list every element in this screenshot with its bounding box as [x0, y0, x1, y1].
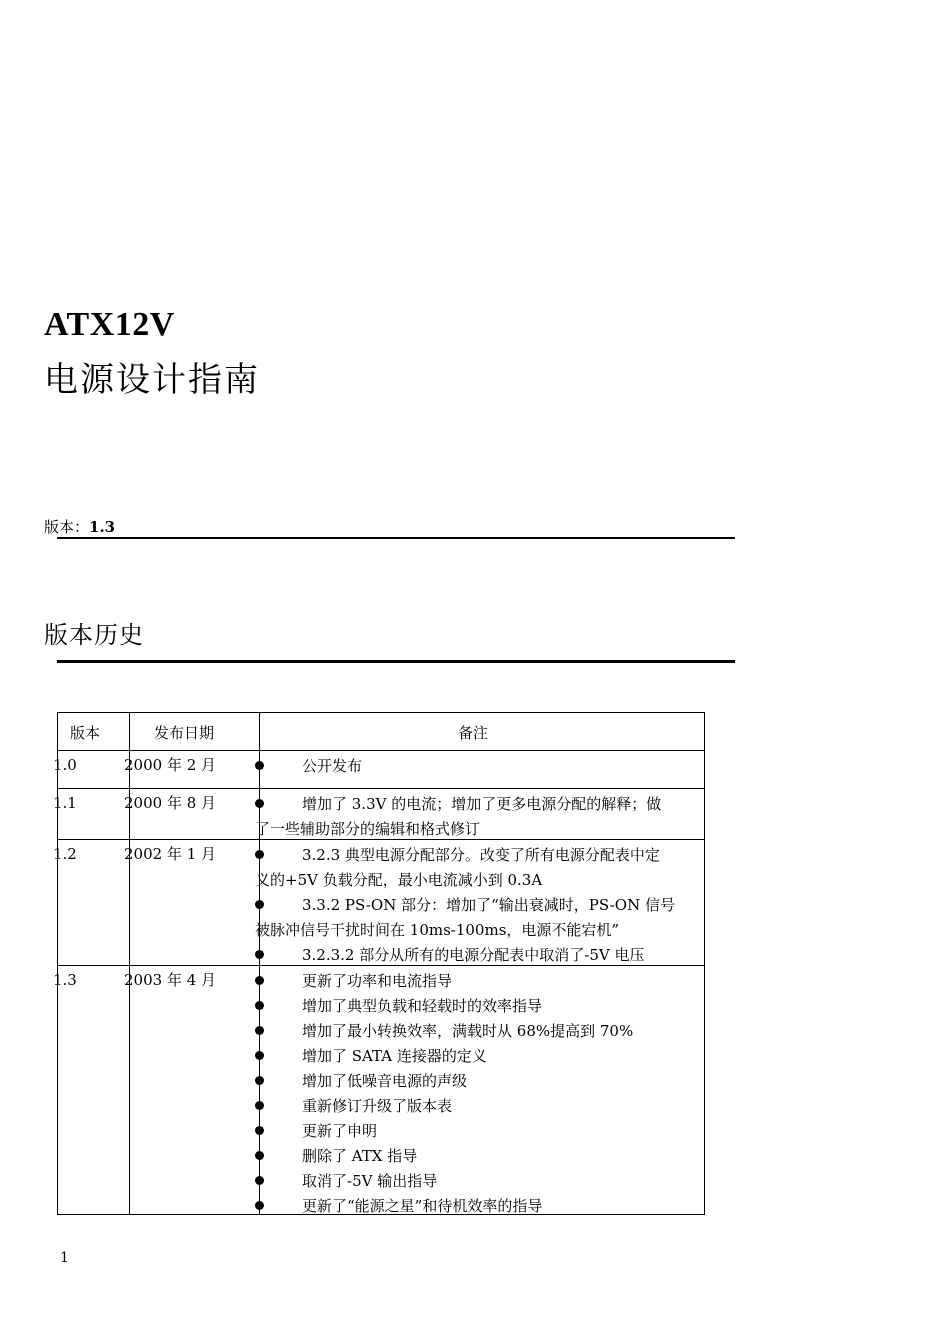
table-cell-version: 1.1 — [53, 794, 77, 812]
row-divider — [58, 788, 704, 789]
note-line: 更新了“能源之星”和待机效率的指导 — [302, 1197, 543, 1215]
history-heading: 版本历史 — [44, 621, 144, 649]
note-line: 3.2.3 典型电源分配部分。改变了所有电源分配表中定 — [302, 846, 660, 864]
note-line: 增加了最小转换效率，满载时从 68%提高到 70% — [302, 1022, 634, 1040]
table-cell-version: 1.3 — [53, 971, 77, 989]
table-cell-date: 2002 年 1 月 — [124, 845, 217, 863]
note-line: 了一些辅助部分的编辑和格式修订 — [255, 820, 481, 838]
note-line: 3.2.3.2 部分从所有的电源分配表中取消了-5V 电压 — [302, 946, 645, 964]
table-cell-date: 2000 年 8 月 — [124, 794, 217, 812]
bullet-icon — [255, 1001, 264, 1010]
header-version: 版本 — [70, 724, 101, 742]
bullet-icon — [255, 950, 264, 959]
table-cell-date: 2003 年 4 月 — [124, 971, 217, 989]
note-line: 更新了申明 — [302, 1122, 378, 1140]
row-divider — [58, 965, 704, 966]
revision-table — [53, 712, 705, 1215]
bullet-icon — [255, 1201, 264, 1210]
bullet-icon — [255, 976, 264, 985]
bullet-icon — [255, 1151, 264, 1160]
table-cell-version: 1.0 — [53, 756, 77, 774]
row-divider — [58, 839, 704, 840]
note-line: 被脉冲信号干扰时间在 10ms-100ms，电源不能宕机” — [255, 921, 620, 939]
bullet-icon — [255, 1101, 264, 1110]
note-line: 义的+5V 负载分配，最小电流减小到 0.3A — [255, 871, 543, 889]
bullet-icon — [255, 1176, 264, 1185]
note-line: 重新修订升级了版本表 — [302, 1097, 453, 1115]
bullet-icon — [255, 900, 264, 909]
header-notes: 备注 — [458, 724, 489, 742]
note-line: 增加了低噪音电源的声级 — [302, 1072, 468, 1090]
version-value: 1.3 — [89, 518, 116, 536]
bullet-icon — [255, 799, 264, 808]
page-number: 1 — [60, 1250, 69, 1266]
note-line: 增加了 3.3V 的电流；增加了更多电源分配的解释；做 — [302, 795, 662, 813]
bullet-icon — [255, 761, 264, 770]
bullet-icon — [255, 850, 264, 859]
version-line — [44, 516, 115, 537]
note-line: 取消了-5V 输出指导 — [302, 1172, 438, 1190]
note-line: 3.3.2 PS-ON 部分：增加了“输出衰减时，PS-ON 信号 — [302, 896, 675, 914]
bullet-icon — [255, 1051, 264, 1060]
note-line: 删除了 ATX 指导 — [302, 1147, 418, 1165]
note-line: 增加了 SATA 连接器的定义 — [302, 1047, 487, 1065]
note-line: 增加了典型负载和轻载时的效率指导 — [302, 997, 543, 1015]
document-title-cn: 电源设计指南 — [44, 360, 260, 400]
table-cell-date: 2000 年 2 月 — [124, 756, 217, 774]
bullet-icon — [255, 1026, 264, 1035]
row-divider — [58, 750, 704, 751]
note-line: 更新了功率和电流指导 — [302, 972, 453, 990]
header-date: 发布日期 — [154, 724, 215, 742]
bullet-icon — [255, 1076, 264, 1085]
version-rule — [57, 537, 735, 539]
version-label: 版本： — [44, 518, 90, 536]
document-title-en: ATX12V — [44, 306, 175, 343]
note-line: 公开发布 — [302, 757, 363, 775]
bullet-icon — [255, 1126, 264, 1135]
history-rule — [57, 660, 735, 663]
table-cell-version: 1.2 — [53, 845, 77, 863]
